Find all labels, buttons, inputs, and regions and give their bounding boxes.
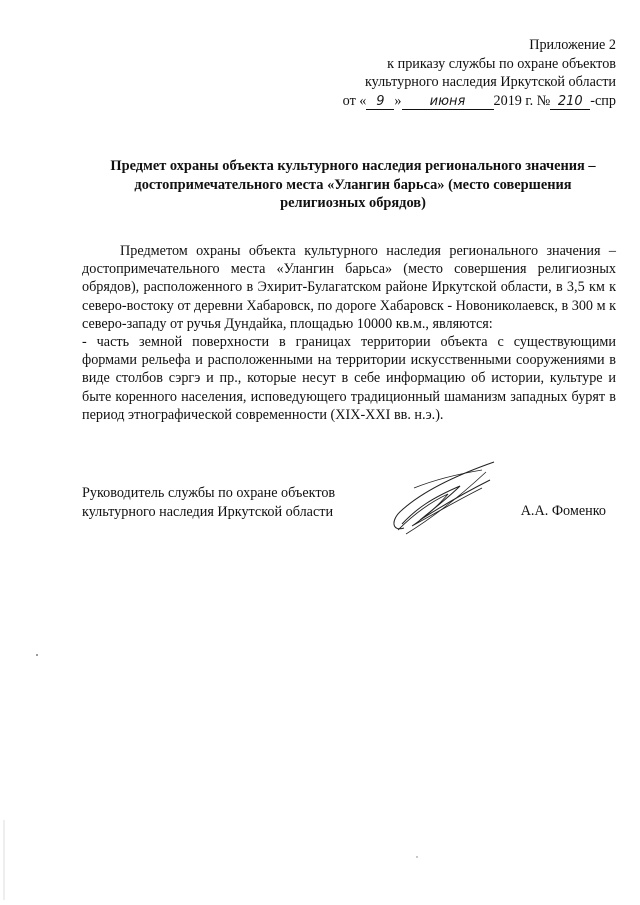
order-number-handwritten: 210 bbox=[550, 95, 590, 110]
date-day-close: » bbox=[394, 92, 402, 109]
signatory-name: А.А. Фоменко bbox=[520, 503, 606, 519]
date-day-handwritten: 9 bbox=[366, 95, 394, 110]
signatory-position-line-1: Руководитель службы по охране объектов bbox=[82, 485, 336, 501]
appendix-agency: культурного наследия Иркутской области bbox=[364, 74, 616, 90]
body-paragraph-1: Предметом охраны объекта культурного наследия регионального значения – достопримечательного места «Улангин барьса» (место совершения религиозных обрядов), расположенного в Эхирит-Булагатском районе Иркутской области, в 3,5 км к северо-востоку от деревни Хабаровск, по дороге Хабаровск - Новониколаевск, в 300 м к северо-западу от ручья Дундайка, площадью 10000 кв.м., являются: bbox=[82, 243, 616, 332]
title-line-3: религиозных обрядов) bbox=[280, 195, 426, 211]
date-prefix: от « bbox=[342, 92, 367, 109]
document-title bbox=[80, 157, 626, 213]
date-year-number-label: 2019 г. № bbox=[493, 92, 551, 109]
appendix-title: Приложение 2 bbox=[529, 37, 616, 53]
document-body bbox=[82, 242, 616, 424]
order-suffix: -спр bbox=[590, 92, 616, 109]
appendix-order-ref: к приказу службы по охране объектов bbox=[387, 55, 616, 72]
appendix-header bbox=[343, 36, 616, 110]
title-line-1: Предмет охраны объекта культурного наследия регионального значения – bbox=[110, 158, 596, 174]
signatory-position bbox=[82, 484, 335, 521]
body-paragraph-2: - часть земной поверхности в границах территории объекта с существующими формами рельефа и расположенными на территории искусственными сооружениями в виде столбов сэргэ и пр., которые несут в себе информацию об истории, культуре и быте коренного населения, исповедующего традиционный шаманизм западных бурят в период этнографической современности (XIX-XXI вв. н.э.). bbox=[82, 334, 616, 423]
title-line-2: достопримечательного места «Улангин барьса» (место совершения bbox=[134, 176, 572, 193]
appendix-date-line bbox=[343, 92, 616, 111]
signatory-position-line-2: культурного наследия Иркутской области bbox=[82, 503, 334, 520]
handwritten-signature bbox=[362, 458, 502, 540]
date-month-handwritten: июня bbox=[402, 95, 494, 110]
